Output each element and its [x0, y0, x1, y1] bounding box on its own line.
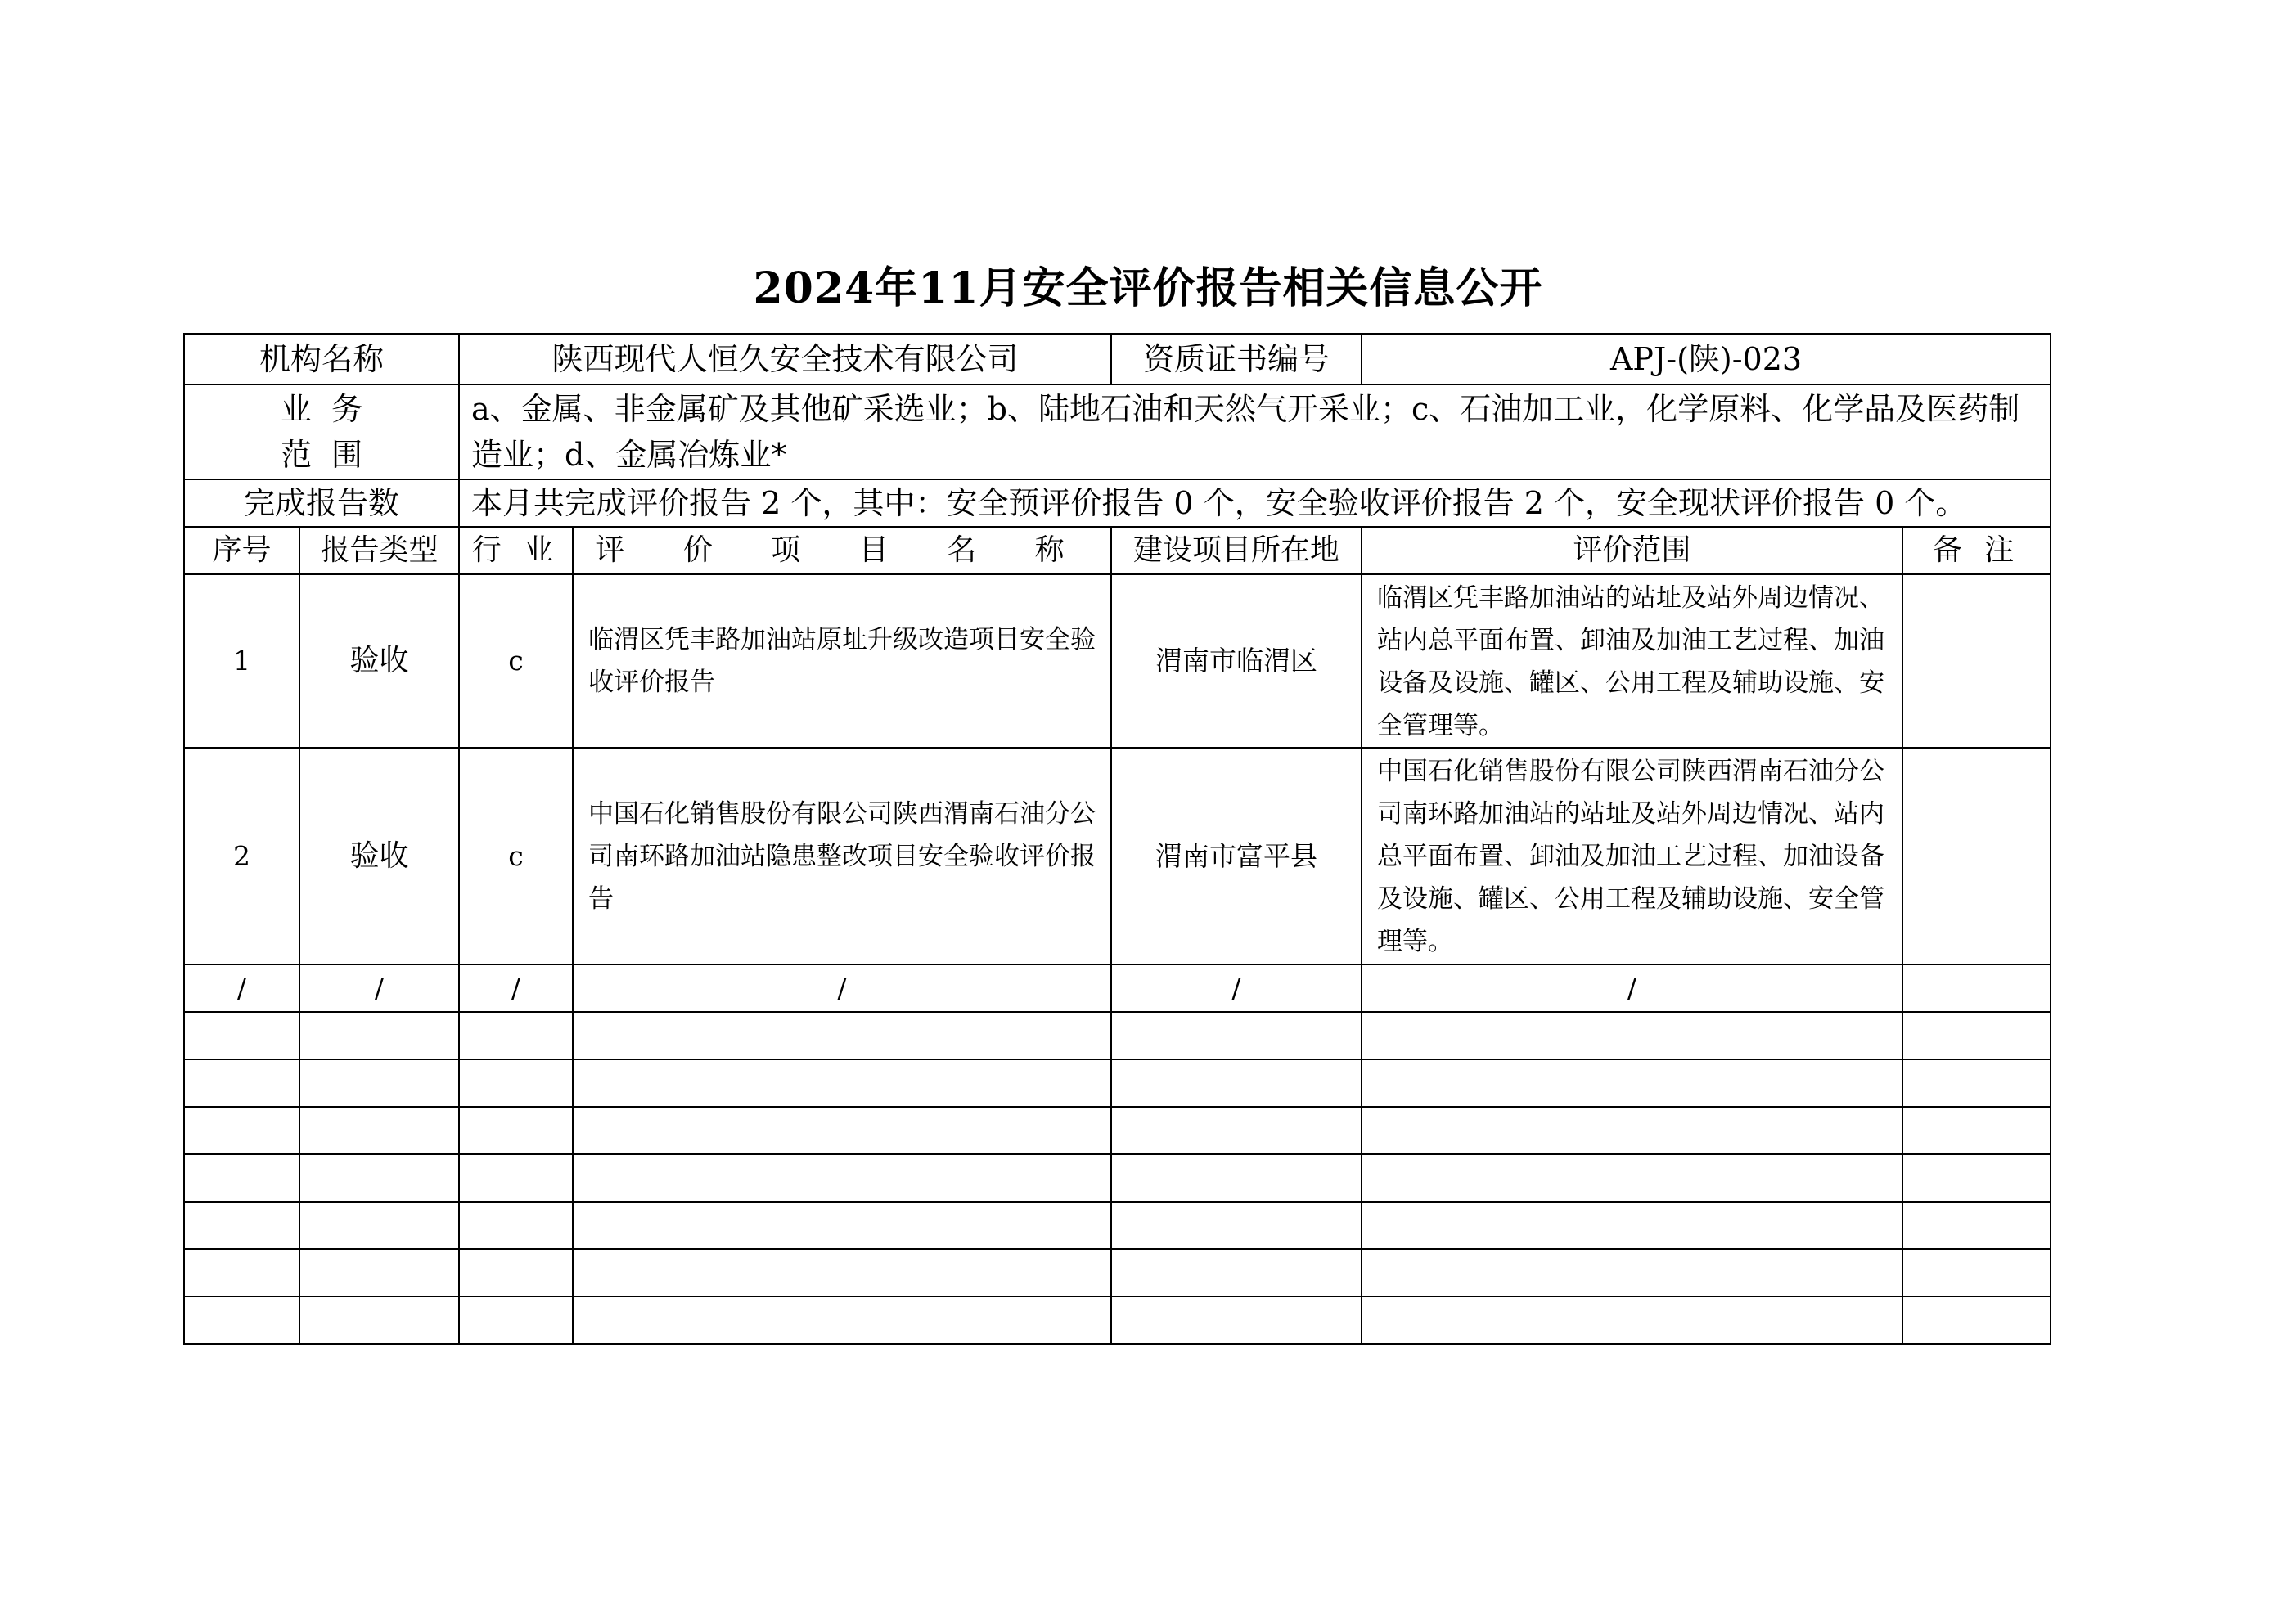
empty-cell: [299, 1059, 459, 1107]
empty-row: [184, 1249, 2051, 1297]
empty-cell: [1902, 1059, 2051, 1107]
empty-cell: [573, 1154, 1111, 1202]
col-header-no: 序号: [184, 527, 299, 574]
empty-row: [184, 1107, 2051, 1154]
empty-cell: [299, 1202, 459, 1249]
empty-cell: [573, 1012, 1111, 1059]
slash-cell: /: [299, 964, 459, 1012]
empty-cell: [573, 1107, 1111, 1154]
page-title: 2024年11月安全评价报告相关信息公开: [753, 263, 1543, 313]
empty-cell: [573, 1249, 1111, 1297]
empty-cell: [573, 1202, 1111, 1249]
slash-cell: /: [459, 964, 573, 1012]
empty-row: [184, 1154, 2051, 1202]
empty-cell: [1111, 1012, 1362, 1059]
empty-cell: [1362, 1107, 1902, 1154]
empty-cell: [1362, 1249, 1902, 1297]
empty-cell: [1902, 1107, 2051, 1154]
empty-cell: [1902, 1249, 2051, 1297]
empty-cell: [459, 1202, 573, 1249]
scope-label: [184, 384, 459, 479]
col-header-scope: 评价范围: [1362, 527, 1902, 574]
count-label: 完成报告数: [184, 479, 459, 527]
empty-cell: [1902, 1154, 2051, 1202]
scope-text: a、金属、非金属矿及其他矿采选业；b、陆地石油和天然气开采业；c、石油加工业，化学原料、化学品及医药制造业；d、金属冶炼业*: [459, 384, 2051, 479]
scope-label-line2: 范围: [281, 437, 383, 473]
row-scope: 中国石化销售股份有限公司陕西渭南石油分公司南环路加油站的站址及站外周边情况、站内总平面布置、卸油及加油工艺过程、加油设备及设施、罐区、公用工程及辅助设施、安全管理等。: [1362, 748, 1902, 964]
empty-cell: [184, 1202, 299, 1249]
empty-cell: [573, 1059, 1111, 1107]
row-location: 渭南市临渭区: [1111, 574, 1362, 748]
org-row: [184, 334, 2051, 384]
empty-cell: [1902, 1297, 2051, 1344]
row-scope: 临渭区凭丰路加油站的站址及站外周边情况、站内总平面布置、卸油及加油工艺过程、加油设备及设施、罐区、公用工程及辅助设施、安全管理等。: [1362, 574, 1902, 748]
empty-row: [184, 1059, 2051, 1107]
row-remark: [1902, 748, 2051, 964]
empty-row: [184, 1297, 2051, 1344]
empty-cell: [184, 1154, 299, 1202]
empty-cell: [1111, 1202, 1362, 1249]
scope-label-line1: 业务: [281, 391, 383, 427]
table-row: [184, 748, 2051, 964]
empty-cell: [1111, 1154, 1362, 1202]
slash-cell: /: [573, 964, 1111, 1012]
empty-cell: [184, 1059, 299, 1107]
empty-cell: [1111, 1059, 1362, 1107]
empty-cell: [459, 1012, 573, 1059]
row-location: 渭南市富平县: [1111, 748, 1362, 964]
empty-cell: [1111, 1249, 1362, 1297]
empty-row: [184, 1202, 2051, 1249]
empty-cell: [459, 1107, 573, 1154]
empty-row: [184, 1012, 2051, 1059]
row-industry: c: [459, 574, 573, 748]
empty-cell: [1362, 1154, 1902, 1202]
empty-cell: [1362, 1202, 1902, 1249]
org-label: 机构名称: [184, 334, 459, 384]
empty-cell: [1111, 1107, 1362, 1154]
slash-cell: [1902, 964, 2051, 1012]
empty-cell: [1111, 1297, 1362, 1344]
row-type: 验收: [299, 574, 459, 748]
empty-cell: [299, 1249, 459, 1297]
column-header-row: [184, 527, 2051, 574]
empty-cell: [459, 1297, 573, 1344]
empty-cell: [299, 1107, 459, 1154]
slash-row: [184, 964, 2051, 1012]
empty-cell: [184, 1249, 299, 1297]
empty-cell: [1902, 1012, 2051, 1059]
empty-cell: [1362, 1297, 1902, 1344]
row-no: 2: [184, 748, 299, 964]
col-header-project-name: 评 价 项 目 名 称: [573, 527, 1111, 574]
col-header-industry: 行 业: [459, 527, 573, 574]
empty-cell: [299, 1012, 459, 1059]
row-remark: [1902, 574, 2051, 748]
empty-cell: [1362, 1059, 1902, 1107]
empty-cell: [573, 1297, 1111, 1344]
empty-cell: [1362, 1012, 1902, 1059]
slash-cell: /: [1362, 964, 1902, 1012]
cert-number: APJ-(陕)-023: [1362, 334, 2051, 384]
empty-cell: [299, 1154, 459, 1202]
empty-cell: [1902, 1202, 2051, 1249]
report-table: [183, 333, 2051, 1345]
empty-cell: [459, 1059, 573, 1107]
empty-cell: [184, 1297, 299, 1344]
empty-cell: [459, 1249, 573, 1297]
empty-cell: [184, 1012, 299, 1059]
cert-label: 资质证书编号: [1111, 334, 1362, 384]
col-header-remark: 备 注: [1902, 527, 2051, 574]
slash-cell: /: [184, 964, 299, 1012]
row-project-name: 中国石化销售股份有限公司陕西渭南石油分公司南环路加油站隐患整改项目安全验收评价报告: [573, 748, 1111, 964]
count-text: 本月共完成评价报告 2 个，其中：安全预评价报告 0 个，安全验收评价报告 2 个，安全现状评价报告 0 个。: [459, 479, 2051, 527]
row-project-name: 临渭区凭丰路加油站原址升级改造项目安全验收评价报告: [573, 574, 1111, 748]
col-header-location: 建设项目所在地: [1111, 527, 1362, 574]
row-type: 验收: [299, 748, 459, 964]
col-header-type: 报告类型: [299, 527, 459, 574]
table-row: [184, 574, 2051, 748]
empty-cell: [184, 1107, 299, 1154]
row-industry: c: [459, 748, 573, 964]
count-row: [184, 479, 2051, 527]
empty-cell: [459, 1154, 573, 1202]
org-name: 陕西现代人恒久安全技术有限公司: [459, 334, 1111, 384]
slash-cell: /: [1111, 964, 1362, 1012]
empty-cell: [299, 1297, 459, 1344]
scope-row: [184, 384, 2051, 479]
row-no: 1: [184, 574, 299, 748]
